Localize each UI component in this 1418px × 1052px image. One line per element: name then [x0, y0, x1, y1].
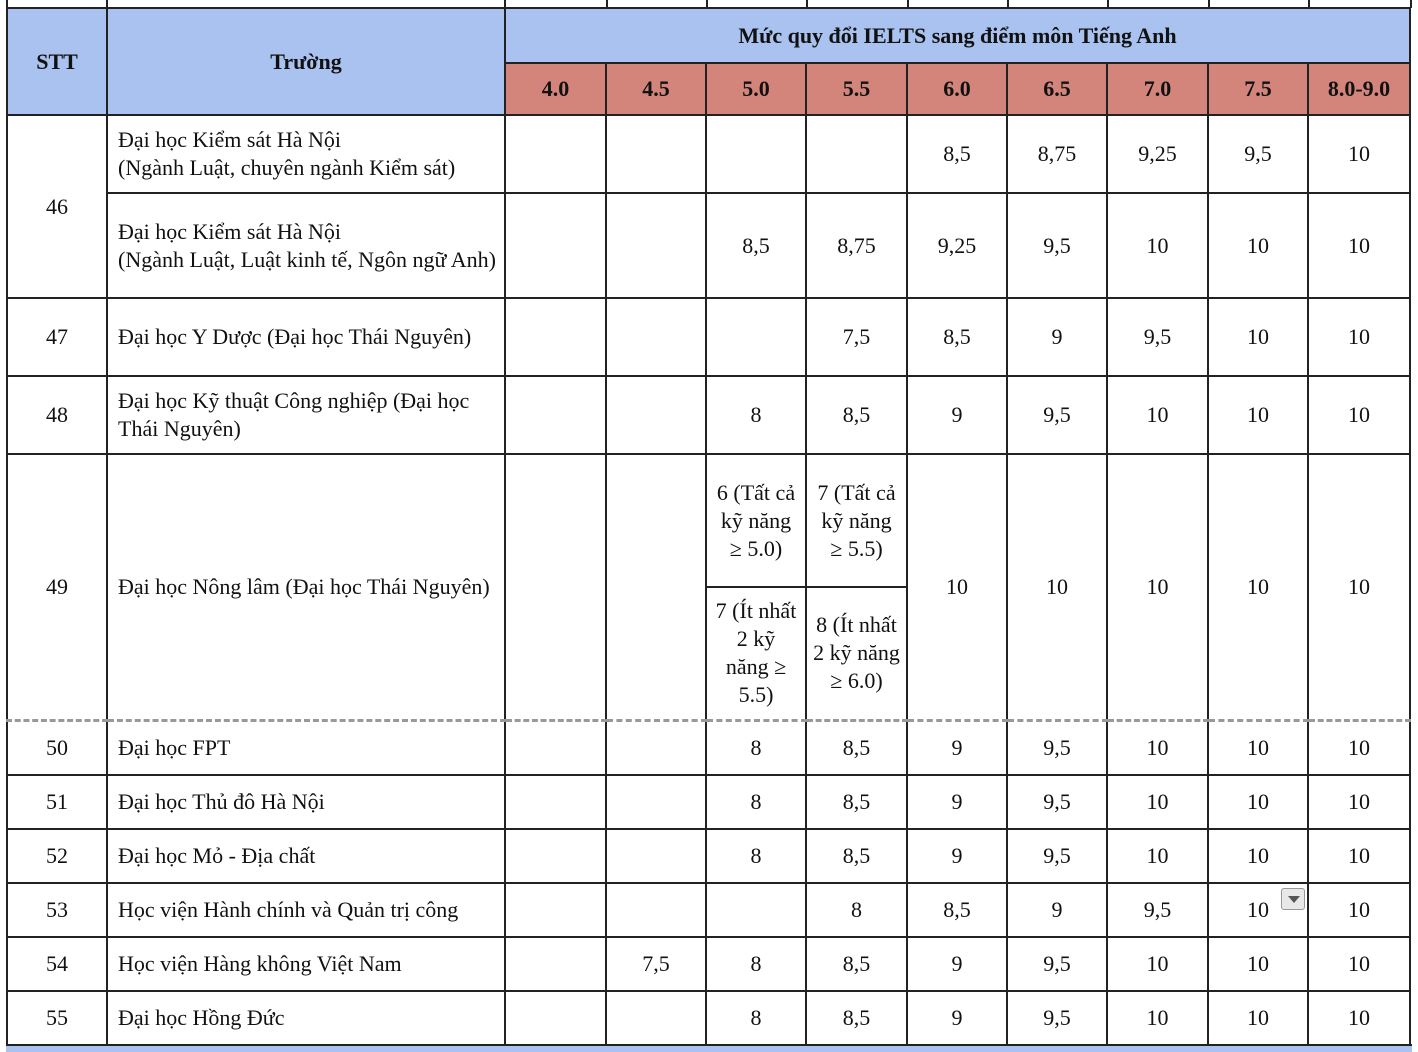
score-cell: 9,25: [907, 193, 1007, 298]
score-cell: 10: [1208, 193, 1308, 298]
score-cell: 8,5: [806, 991, 907, 1045]
score-cell: [706, 115, 806, 193]
score-cell: 8: [706, 720, 806, 775]
score-cell: 9: [907, 991, 1007, 1045]
score-cell: 9,5: [1007, 720, 1107, 775]
score-cell: 9,5: [1007, 991, 1107, 1045]
score-cell: [606, 193, 706, 298]
score-cell: [505, 937, 606, 991]
school-cell: Đại học Nông lâm (Đại học Thái Nguyên): [107, 454, 505, 720]
header-level: 5.5: [806, 63, 907, 115]
score-cell: 8,5: [806, 937, 907, 991]
score-cell: 9,5: [1007, 937, 1107, 991]
header-stt: STT: [7, 8, 107, 115]
table-row: [7, 775, 1410, 829]
score-cell: 10: [1208, 883, 1308, 937]
score-cell: 9: [907, 829, 1007, 883]
score-cell: 10: [1107, 991, 1208, 1045]
score-cell-condition: 8 (Ít nhất 2 kỹ năng ≥ 6.0): [806, 587, 907, 720]
score-cell: [505, 883, 606, 937]
score-cell: 10: [1308, 829, 1410, 883]
table-row: [7, 720, 1410, 775]
score-cell: 8,5: [706, 193, 806, 298]
score-cell: 10: [1107, 193, 1208, 298]
score-cell: [606, 720, 706, 775]
score-cell: 9,5: [1208, 115, 1308, 193]
ielts-conversion-table: [6, 7, 1411, 1046]
score-cell: 8,5: [907, 883, 1007, 937]
score-cell: 8: [806, 883, 907, 937]
school-cell: Đại học FPT: [107, 720, 505, 775]
header-level: 8.0-9.0: [1308, 63, 1410, 115]
score-cell: 10: [1308, 115, 1410, 193]
table-row: [7, 298, 1410, 376]
score-cell: 10: [1208, 775, 1308, 829]
table-row: [7, 115, 1410, 193]
score-cell: [505, 298, 606, 376]
score-cell: 9: [907, 720, 1007, 775]
score-cell: [505, 193, 606, 298]
score-cell: 9: [1007, 883, 1107, 937]
next-table-header-edge: [6, 1044, 1412, 1052]
score-cell: [505, 115, 606, 193]
score-cell: 10: [1107, 376, 1208, 454]
score-cell: [505, 454, 606, 720]
score-cell: 8,5: [806, 376, 907, 454]
header-level: 6.5: [1007, 63, 1107, 115]
stt-cell: 49: [7, 454, 107, 720]
header-truong: Trường: [107, 8, 505, 115]
score-cell: [606, 454, 706, 720]
score-cell-condition: 6 (Tất cả kỹ năng ≥ 5.0): [706, 454, 806, 587]
score-cell: 10: [1208, 991, 1308, 1045]
score-cell: [706, 298, 806, 376]
score-cell: 8,5: [806, 775, 907, 829]
score-cell: [505, 775, 606, 829]
score-cell: 8,5: [806, 720, 907, 775]
score-cell: 9,5: [1007, 376, 1107, 454]
score-cell: 9,5: [1007, 829, 1107, 883]
table-row: [7, 454, 1410, 587]
stt-cell: 47: [7, 298, 107, 376]
school-cell: Đại học Kiểm sát Hà Nội (Ngành Luật, chuyên ngành Kiểm sát): [107, 115, 505, 193]
table-row: [7, 829, 1410, 883]
header-level: 4.5: [606, 63, 706, 115]
score-cell: 10: [1007, 454, 1107, 720]
score-cell: 8: [706, 937, 806, 991]
score-cell: 10: [1308, 937, 1410, 991]
table-row: [7, 991, 1410, 1045]
score-cell: 10: [1308, 775, 1410, 829]
school-cell: Học viện Hành chính và Quản trị công: [107, 883, 505, 937]
school-cell: Đại học Kiểm sát Hà Nội (Ngành Luật, Luật kinh tế, Ngôn ngữ Anh): [107, 193, 505, 298]
table-row: [7, 883, 1410, 937]
score-cell: 8: [706, 376, 806, 454]
header-level: 7.0: [1107, 63, 1208, 115]
score-cell: [606, 376, 706, 454]
header-level: 5.0: [706, 63, 806, 115]
school-cell: Đại học Hồng Đức: [107, 991, 505, 1045]
header-level: 6.0: [907, 63, 1007, 115]
score-cell: 8,75: [1007, 115, 1107, 193]
stt-cell: 48: [7, 376, 107, 454]
stt-cell: 50: [7, 720, 107, 775]
score-cell: 10: [1107, 775, 1208, 829]
score-cell: [606, 883, 706, 937]
stt-cell: 52: [7, 829, 107, 883]
stt-cell: 55: [7, 991, 107, 1045]
score-cell: 10: [1308, 193, 1410, 298]
score-cell: [806, 115, 907, 193]
table-row: [7, 937, 1410, 991]
score-cell: 7,5: [606, 937, 706, 991]
dropdown-arrow-icon[interactable]: [1281, 888, 1305, 910]
school-cell: Đại học Y Dược (Đại học Thái Nguyên): [107, 298, 505, 376]
score-cell: 8,5: [907, 115, 1007, 193]
header-level: 4.0: [505, 63, 606, 115]
score-cell: [505, 991, 606, 1045]
score-cell: 10: [1308, 376, 1410, 454]
score-cell: 9: [907, 937, 1007, 991]
score-cell: 10: [1107, 829, 1208, 883]
stt-cell: 53: [7, 883, 107, 937]
score-cell: 10: [907, 454, 1007, 720]
score-cell: [606, 991, 706, 1045]
score-cell: [505, 376, 606, 454]
score-cell: 9: [907, 775, 1007, 829]
score-cell: 8,75: [806, 193, 907, 298]
score-cell: 10: [1208, 720, 1308, 775]
score-cell: [505, 720, 606, 775]
score-cell: 10: [1308, 720, 1410, 775]
score-cell-condition: 7 (Ít nhất 2 kỹ năng ≥ 5.5): [706, 587, 806, 720]
score-cell: 9,5: [1107, 298, 1208, 376]
school-cell: Đại học Thủ đô Hà Nội: [107, 775, 505, 829]
score-cell: 7,5: [806, 298, 907, 376]
score-cell: [606, 298, 706, 376]
score-cell: 10: [1208, 298, 1308, 376]
stt-cell: 54: [7, 937, 107, 991]
score-cell: 8,5: [806, 829, 907, 883]
stt-cell: 51: [7, 775, 107, 829]
score-cell: 9: [907, 376, 1007, 454]
score-cell: 8: [706, 775, 806, 829]
score-cell: [606, 115, 706, 193]
school-cell: Đại học Kỹ thuật Công nghiệp (Đại học Thái Nguyên): [107, 376, 505, 454]
stt-cell: 46: [7, 115, 107, 298]
score-cell: 10: [1308, 454, 1410, 720]
table-row: [7, 376, 1410, 454]
header-group-title: Mức quy đổi IELTS sang điểm môn Tiếng Anh: [505, 8, 1410, 63]
score-cell: 10: [1208, 829, 1308, 883]
score-cell: 8: [706, 829, 806, 883]
score-cell: 10: [1107, 454, 1208, 720]
header-level: 7.5: [1208, 63, 1308, 115]
score-cell: 10: [1107, 937, 1208, 991]
score-cell: 9,5: [1007, 193, 1107, 298]
score-cell: 8,5: [907, 298, 1007, 376]
score-cell: [505, 829, 606, 883]
score-cell: 9: [1007, 298, 1107, 376]
score-cell: 10: [1107, 720, 1208, 775]
score-cell: 8: [706, 991, 806, 1045]
score-cell: 10: [1208, 937, 1308, 991]
score-cell: 10: [1208, 454, 1308, 720]
score-cell: [606, 829, 706, 883]
score-cell: 9,25: [1107, 115, 1208, 193]
score-cell-condition: 7 (Tất cả kỹ năng ≥ 5.5): [806, 454, 907, 587]
score-cell: 9,5: [1107, 883, 1208, 937]
table-row: [7, 193, 1410, 298]
score-cell: 10: [1208, 376, 1308, 454]
score-cell: 9,5: [1007, 775, 1107, 829]
score-cell: 10: [1308, 991, 1410, 1045]
score-cell: [706, 883, 806, 937]
school-cell: Đại học Mỏ - Địa chất: [107, 829, 505, 883]
score-cell: 10: [1308, 298, 1410, 376]
score-cell: [606, 775, 706, 829]
school-cell: Học viện Hàng không Việt Nam: [107, 937, 505, 991]
score-cell: 10: [1308, 883, 1410, 937]
